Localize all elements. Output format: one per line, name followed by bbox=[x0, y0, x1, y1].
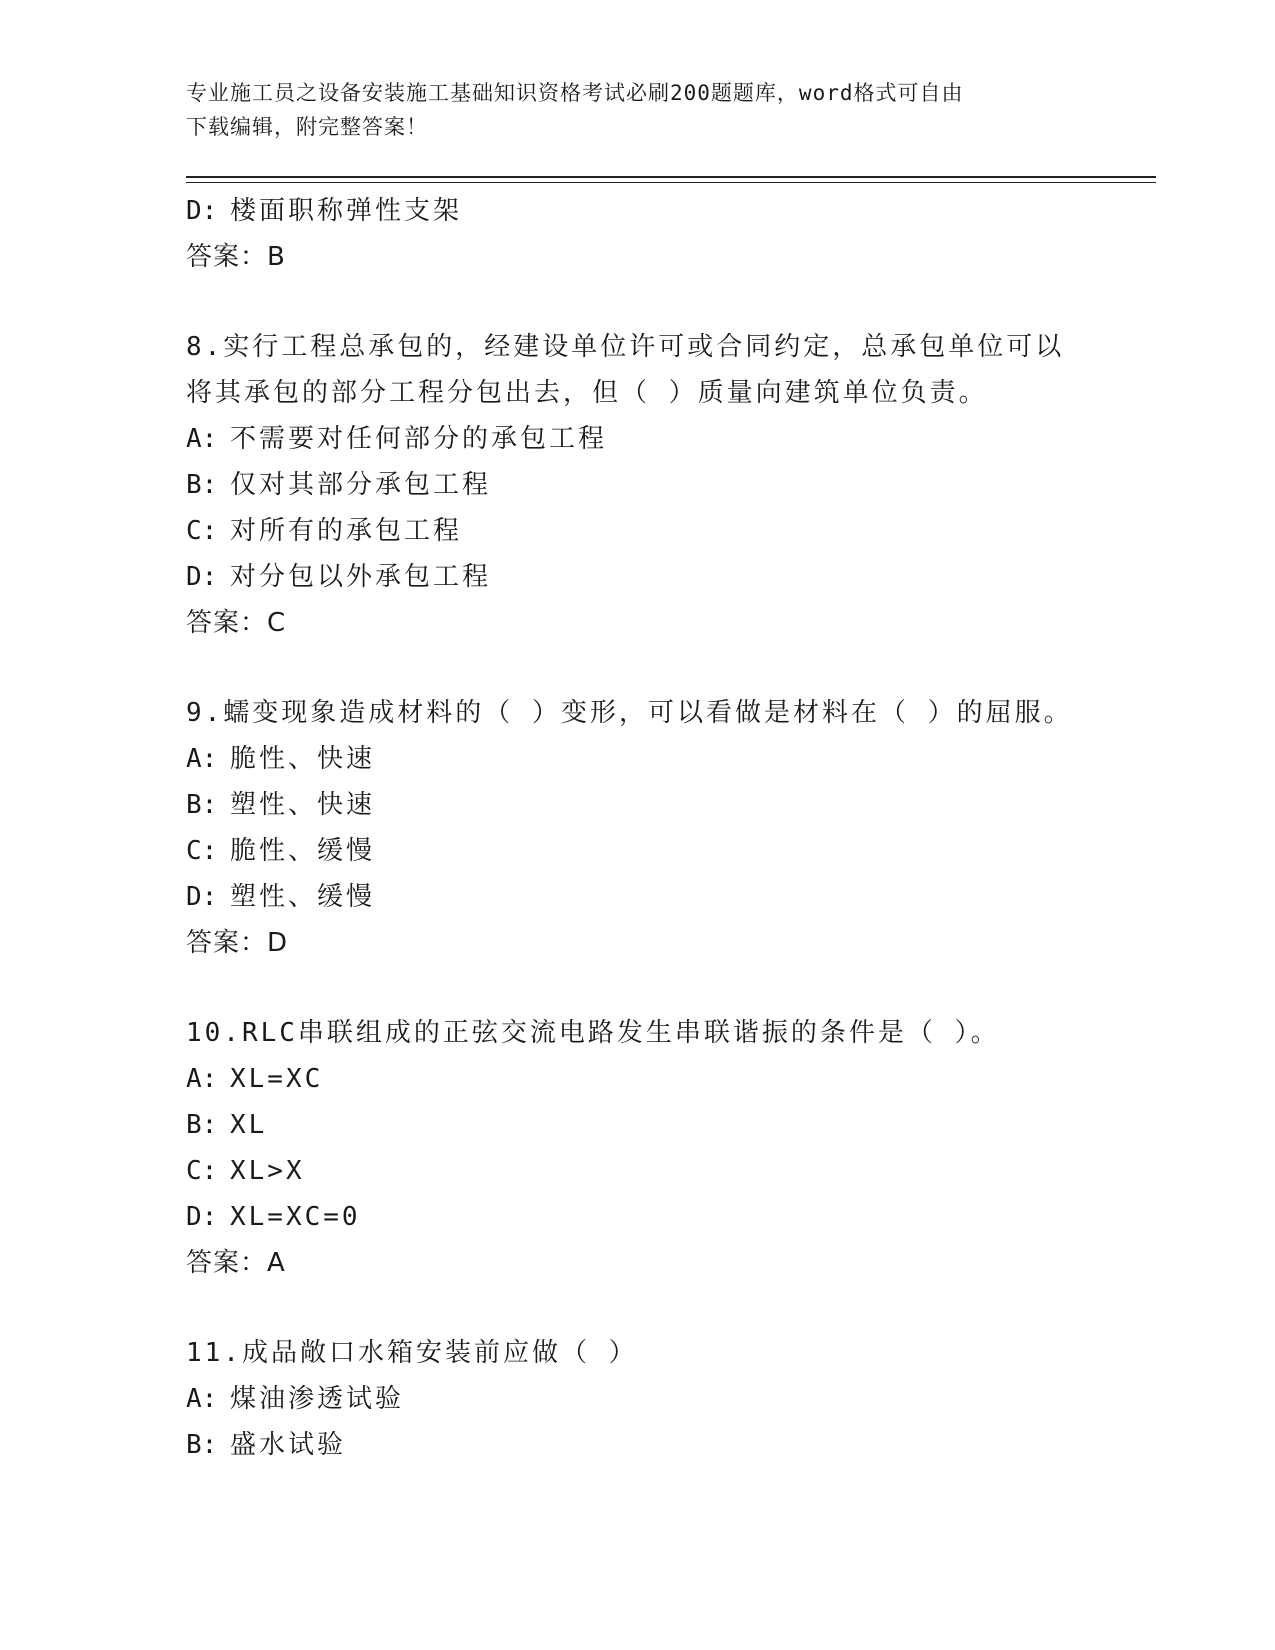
question-8-text-line-2: 将其承包的部分工程分包出去，但（ ）质量向建筑单位负责。 bbox=[186, 378, 988, 408]
question-10-text: 10.RLC串联组成的正弦交流电路发生串联谐振的条件是（ ）。 bbox=[186, 1018, 1000, 1048]
header-line-1: 专业施工员之设备安装施工基础知识资格考试必刷200题题库，word格式可自由 bbox=[186, 81, 964, 105]
option-d: D: XL=XC=0 bbox=[186, 1202, 361, 1232]
option-d: D: 对分包以外承包工程 bbox=[186, 562, 492, 592]
option-c: C: 对所有的承包工程 bbox=[186, 516, 463, 546]
option-a: A: 脆性、快速 bbox=[186, 744, 376, 774]
answer-line: 答案：D bbox=[186, 928, 289, 958]
answer-line: 答案：A bbox=[186, 1248, 286, 1278]
document-page bbox=[186, 0, 1156, 1650]
option-a: A: 不需要对任何部分的承包工程 bbox=[186, 424, 608, 454]
header-rule-thin bbox=[186, 182, 1156, 183]
option-d: D: 楼面职称弹性支架 bbox=[186, 196, 463, 226]
option-b: B: 仅对其部分承包工程 bbox=[186, 470, 492, 500]
document-header bbox=[186, 76, 1086, 144]
header-rule-thick bbox=[186, 176, 1156, 178]
option-b: B: XL bbox=[186, 1110, 268, 1140]
header-line-2: 下载编辑，附完整答案！ bbox=[186, 115, 428, 139]
option-c: C: XL>X bbox=[186, 1156, 305, 1186]
question-9-text: 9.蠕变现象造成材料的（ ）变形，可以看做是材料在（ ）的屈服。 bbox=[186, 698, 1073, 728]
option-a: A: XL=XC bbox=[186, 1064, 324, 1094]
question-8-text-line-1: 8.实行工程总承包的，经建设单位许可或合同约定，总承包单位可以 bbox=[186, 332, 1065, 362]
option-b: B: 塑性、快速 bbox=[186, 790, 376, 820]
answer-line: 答案：B bbox=[186, 242, 286, 272]
option-c: C: 脆性、缓慢 bbox=[186, 836, 376, 866]
option-d: D: 塑性、缓慢 bbox=[186, 882, 376, 912]
question-11-text: 11.成品敞口水箱安装前应做（ ） bbox=[186, 1338, 638, 1368]
question-list bbox=[186, 188, 1156, 1468]
option-b: B: 盛水试验 bbox=[186, 1430, 347, 1460]
option-a: A: 煤油渗透试验 bbox=[186, 1384, 405, 1414]
answer-line: 答案：C bbox=[186, 608, 287, 638]
